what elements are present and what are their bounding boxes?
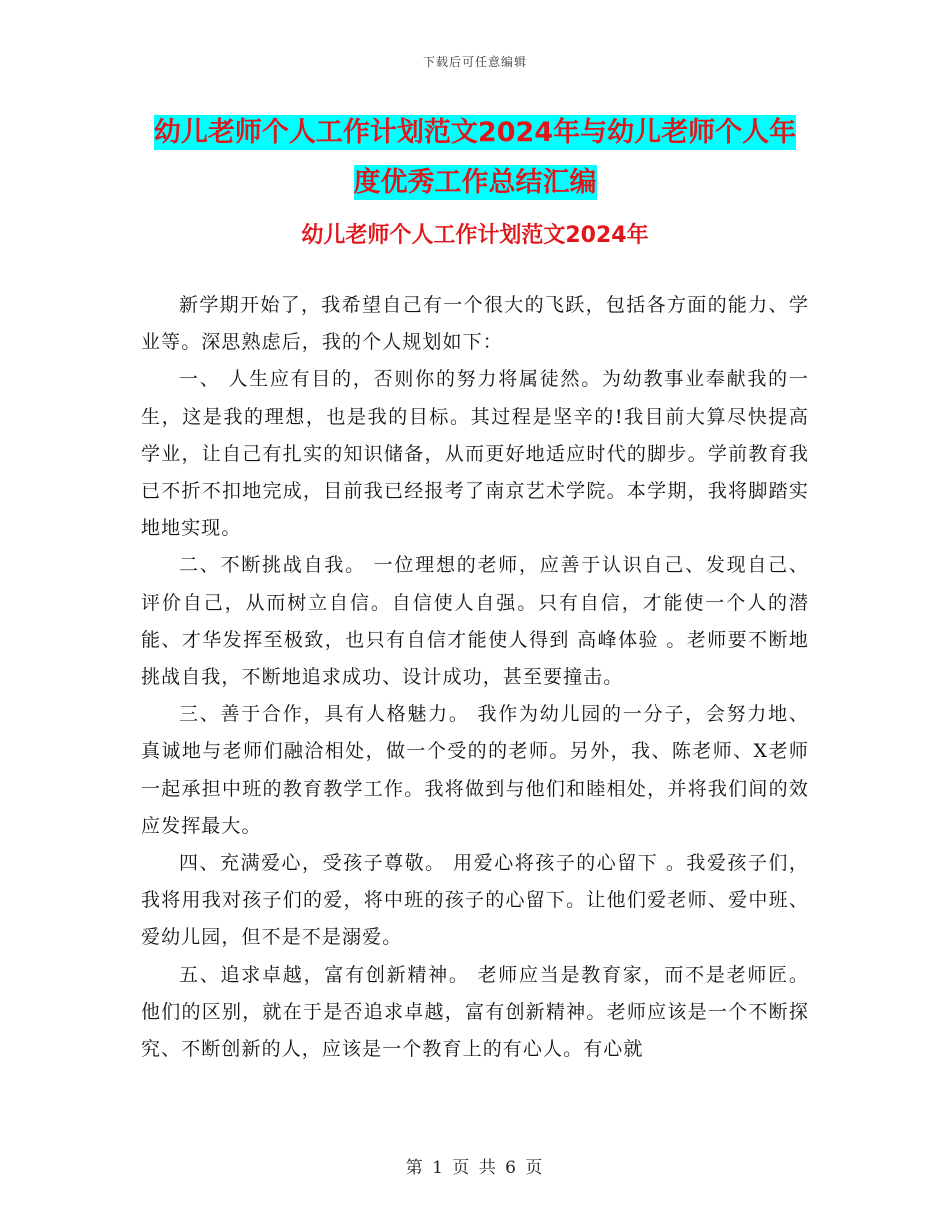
document-title — [140, 108, 810, 208]
paragraph-point-5: 五、追求卓越，富有创新精神。 老师应当是教育家，而不是老师匠。他们的区别，就在于是否追求卓越，富有创新精神。老师应该是一个不断探究、不断创新的人，应该是一个教育上的有心人。有心就 — [141, 963, 809, 1061]
paragraph-point-4: 四、充满爱心，受孩子尊敬。 用爱心将孩子的心留下 。我爱孩子们，我将用我对孩子们的爱，将中班的孩子的心留下。让他们爱老师、爱中班、爱幼儿园，但不是不是溺爱。 — [141, 852, 809, 949]
body-text — [141, 287, 809, 1068]
paragraph-point-3: 三、善于合作，具有人格魅力。 我作为幼儿园的一分子，会努力地、真诚地与老师们融洽相处，做一个受的的老师。另外，我、陈老师、X老师一起承担中班的教育教学工作。我将做到与他们和睦相处，并将我们间的效应发挥最大。 — [141, 703, 809, 837]
paragraph-point-2: 二、不断挑战自我。 一位理想的老师，应善于认识自己、发现自己、评价自己，从而树立自信。自信使人自强。只有自信，才能使一个人的潜能、才华发挥至极致，也只有自信才能使人得到 高峰体验 。老师要不断地挑战自我，不断地追求成功、设计成功，甚至要撞击。 — [141, 554, 809, 689]
document-title-line-1: 幼儿老师个人工作计划范文2024年与幼儿老师个人年 — [153, 117, 797, 148]
paragraph-intro: 新学期开始了，我希望自己有一个很大的飞跃，包括各方面的能力、学业等。深思熟虑后，我的个人规划如下： — [141, 294, 809, 354]
section-title: 幼儿老师个人工作计划范文2024年 — [301, 223, 649, 248]
header-note: 下载后可任意编辑 — [422, 55, 527, 69]
page-number: 第 1 页 共 6 页 — [405, 1158, 545, 1178]
document-title-line-2: 度优秀工作总结汇编 — [353, 167, 597, 198]
paragraph-point-1: 一、 人生应有目的，否则你的努力将属徒然。为幼教事业奉献我的一生，这是我的理想，也是我的目标。其过程是坚辛的!我目前大算尽快提高学业，让自己有扎实的知识储备，从而更好地适应时代的脚步。学前教育我已不折不扣地完成，目前我已经报考了南京艺术学院。本学期，我将脚踏实地地实现。 — [141, 368, 809, 540]
